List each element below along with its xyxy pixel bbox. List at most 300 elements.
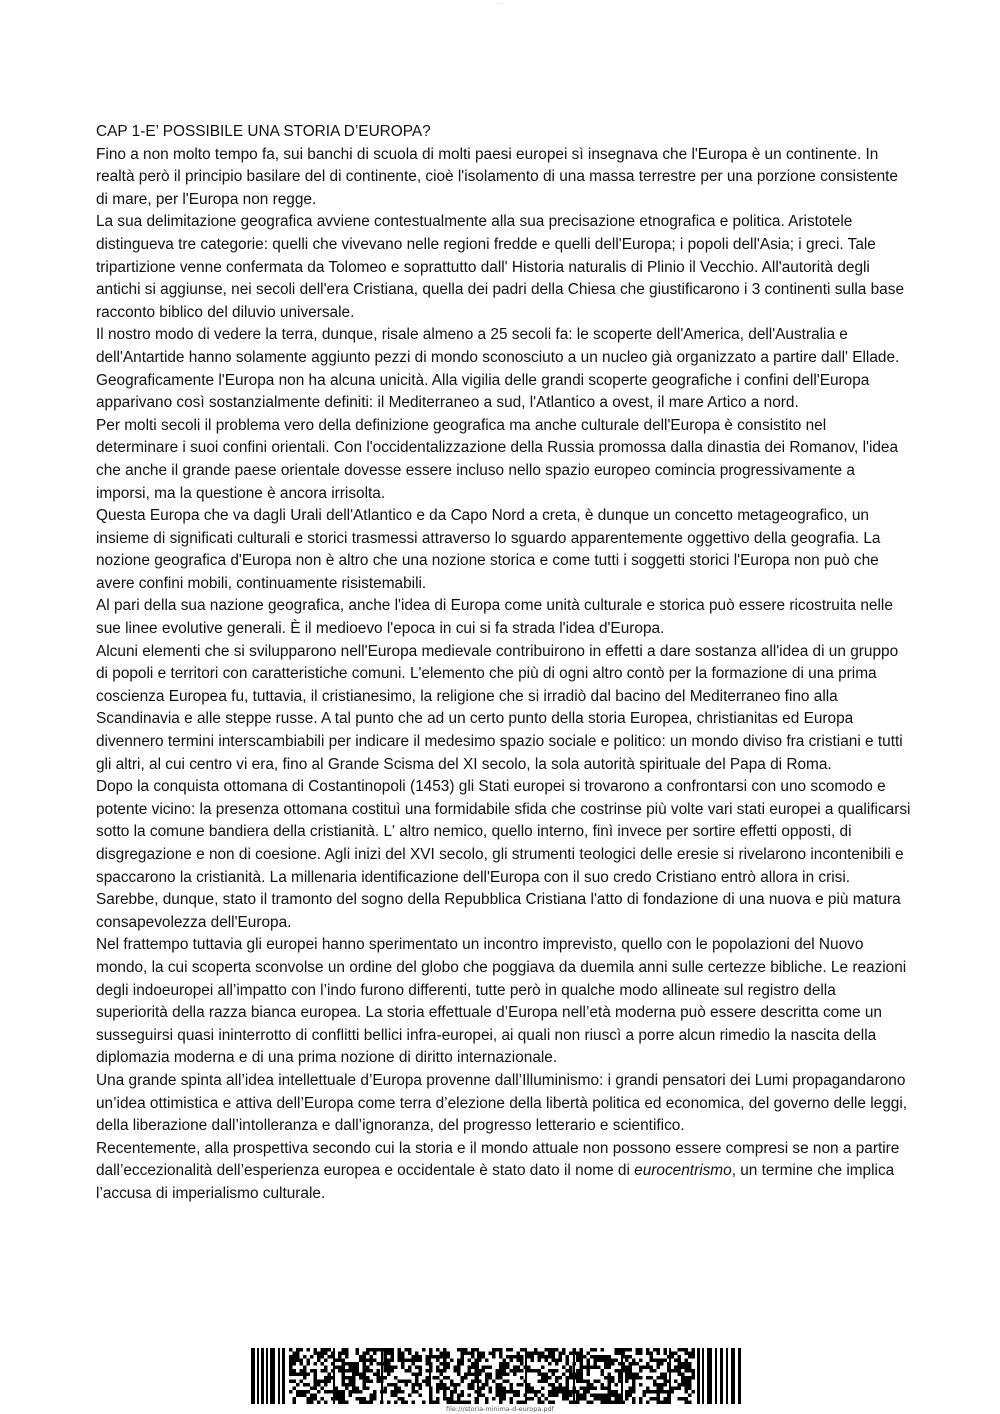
barcode-module <box>496 1387 500 1391</box>
barcode-module <box>471 1373 475 1377</box>
barcode-module <box>657 1397 661 1401</box>
barcode-module <box>499 1352 503 1356</box>
barcode-module <box>639 1352 643 1356</box>
barcode-module <box>587 1390 591 1394</box>
barcode-module <box>384 1369 388 1373</box>
barcode-module <box>597 1380 601 1384</box>
barcode-module <box>419 1366 423 1370</box>
barcode-module <box>335 1359 339 1363</box>
barcode-module <box>562 1397 566 1401</box>
barcode-module <box>328 1390 332 1394</box>
barcode-module <box>639 1359 643 1363</box>
barcode-module <box>342 1369 346 1373</box>
barcode-module <box>538 1355 542 1359</box>
barcode-module <box>342 1383 346 1387</box>
barcode-module <box>440 1383 444 1387</box>
barcode-module <box>461 1355 465 1359</box>
barcode-module <box>594 1362 598 1366</box>
barcode-module <box>629 1355 633 1359</box>
barcode-module <box>415 1359 419 1363</box>
barcode-module <box>646 1387 650 1391</box>
barcode-module <box>366 1352 370 1356</box>
barcode-module <box>601 1359 605 1363</box>
barcode-module <box>590 1401 594 1405</box>
barcode-module <box>461 1394 465 1398</box>
barcode-module <box>538 1359 542 1363</box>
barcode-module <box>321 1362 325 1366</box>
barcode-module <box>457 1401 461 1405</box>
barcode-module <box>461 1359 465 1363</box>
barcode-module <box>604 1394 608 1398</box>
barcode-module <box>317 1383 321 1387</box>
barcode-module <box>261 1348 264 1404</box>
barcode-module <box>650 1369 654 1373</box>
barcode-module <box>569 1394 573 1398</box>
barcode-module <box>363 1401 367 1405</box>
barcode-module <box>590 1348 594 1352</box>
barcode-module <box>629 1366 633 1370</box>
barcode-module <box>338 1352 342 1356</box>
barcode-module <box>433 1355 437 1359</box>
barcode-module <box>373 1352 377 1356</box>
barcode-module <box>688 1387 692 1391</box>
barcode-module <box>363 1352 367 1356</box>
barcode-module <box>496 1373 500 1377</box>
barcode-module <box>314 1397 318 1401</box>
barcode-module <box>345 1352 349 1356</box>
barcode-module <box>499 1390 503 1394</box>
barcode-module <box>492 1380 496 1384</box>
barcode-module <box>681 1348 685 1352</box>
barcode-module <box>342 1362 346 1366</box>
barcode-module <box>359 1355 363 1359</box>
barcode-module <box>688 1394 692 1398</box>
barcode-module <box>590 1394 594 1398</box>
barcode-module <box>608 1394 612 1398</box>
barcode-module <box>618 1397 622 1401</box>
barcode-module <box>520 1359 524 1363</box>
barcode-module <box>674 1369 678 1373</box>
barcode-module <box>328 1376 332 1380</box>
barcode-module <box>569 1390 573 1394</box>
barcode-module <box>352 1387 356 1391</box>
barcode-module <box>349 1380 353 1384</box>
barcode-module <box>457 1397 461 1401</box>
barcode-module <box>356 1373 360 1377</box>
barcode-module <box>534 1394 538 1398</box>
paragraph: La sua delimitazione geografica avviene contestualmente alla sua precisazione etnografica e politica. Aristotele distingueva tre categorie: quelli che vivevano nelle regioni fredde e quelli dell'Europa; i popoli dell'Asia; i greci. Tale tripartizione venne confermata da Tolomeo e soprattutto dall' Historia naturalis di Plinio il Vecchio. All'autorità degli antichi si aggiunse, nei secoli dell'era Cristiana, quella dei padri della Chiesa che giustificarono i 3 continenti sulla base racconto biblico del diluvio universale. <box>96 213 905 321</box>
barcode-module <box>601 1383 605 1387</box>
barcode-module <box>366 1366 370 1370</box>
barcode-module <box>527 1390 531 1394</box>
barcode-module <box>604 1366 608 1370</box>
barcode-module <box>356 1390 360 1394</box>
barcode-module <box>321 1352 325 1356</box>
barcode-module <box>405 1369 409 1373</box>
barcode-module <box>296 1390 300 1394</box>
barcode-module <box>569 1369 573 1373</box>
barcode-module <box>447 1355 451 1359</box>
barcode-module <box>471 1348 475 1352</box>
barcode-module <box>688 1380 692 1384</box>
barcode-module <box>307 1373 311 1377</box>
barcode-module <box>611 1380 615 1384</box>
barcode-module <box>289 1359 293 1363</box>
barcode-module <box>338 1359 342 1363</box>
barcode-module <box>321 1387 325 1391</box>
barcode-module <box>527 1397 531 1401</box>
barcode-module <box>653 1380 657 1384</box>
barcode-module <box>499 1366 503 1370</box>
barcode-module <box>384 1348 388 1352</box>
barcode-module <box>359 1401 363 1405</box>
barcode-module <box>541 1401 545 1405</box>
barcode-module <box>583 1397 587 1401</box>
barcode-module <box>653 1359 657 1363</box>
barcode-module <box>688 1352 692 1356</box>
barcode-module <box>517 1352 521 1356</box>
barcode-module <box>426 1359 430 1363</box>
barcode-module <box>436 1366 440 1370</box>
barcode-module <box>555 1380 559 1384</box>
barcode-module <box>548 1394 552 1398</box>
barcode-module <box>373 1390 377 1394</box>
barcode-module <box>328 1373 332 1377</box>
paragraph: Una grande spinta all’idea intellettuale d’Europa provenne dall’Illuminismo: i grandi pensatori dei Lumi propagandarono un’idea ottimistica e attiva dell’Europa come terra d’elezione della libertà politica ed economica, del governo delle leggi, della liberazione dall’intolleranza e dall’ignoranza, del progresso letterario e scientifico. <box>96 1071 908 1135</box>
barcode-module <box>639 1348 643 1352</box>
barcode-module <box>384 1352 388 1356</box>
barcode-module <box>555 1362 559 1366</box>
barcode-module <box>443 1359 447 1363</box>
barcode-module <box>636 1362 640 1366</box>
barcode-module <box>632 1383 636 1387</box>
barcode-module <box>650 1355 654 1359</box>
barcode-module <box>412 1359 416 1363</box>
barcode-module <box>303 1376 307 1380</box>
barcode-module <box>443 1376 447 1380</box>
barcode-module <box>555 1348 559 1352</box>
barcode-module <box>625 1373 629 1377</box>
barcode-module <box>342 1376 346 1380</box>
barcode-module <box>583 1390 587 1394</box>
barcode-module <box>692 1369 696 1373</box>
barcode-module <box>352 1362 356 1366</box>
barcode-module <box>317 1359 321 1363</box>
barcode-module <box>408 1348 412 1352</box>
barcode-module <box>587 1366 591 1370</box>
barcode-module <box>359 1397 363 1401</box>
barcode-module <box>608 1380 612 1384</box>
barcode-module <box>307 1390 311 1394</box>
barcode-module <box>552 1359 556 1363</box>
barcode-module <box>496 1390 500 1394</box>
barcode-module <box>674 1366 678 1370</box>
barcode-module <box>443 1387 447 1391</box>
barcode-module <box>653 1383 657 1387</box>
barcode-module <box>559 1383 563 1387</box>
barcode-module <box>674 1387 678 1391</box>
barcode-module <box>639 1376 643 1380</box>
barcode-module <box>692 1355 696 1359</box>
barcode-module <box>541 1376 545 1380</box>
barcode-module <box>310 1397 314 1401</box>
barcode-module <box>426 1380 430 1384</box>
barcode-module <box>485 1373 489 1377</box>
barcode-module <box>562 1387 566 1391</box>
barcode-module <box>692 1352 696 1356</box>
barcode-module <box>594 1387 598 1391</box>
barcode-module <box>398 1355 402 1359</box>
barcode-module <box>566 1394 570 1398</box>
barcode-module <box>587 1383 591 1387</box>
barcode-module <box>513 1390 517 1394</box>
barcode-module <box>450 1397 454 1401</box>
barcode-module <box>450 1359 454 1363</box>
barcode-module <box>545 1397 549 1401</box>
barcode-module <box>566 1369 570 1373</box>
barcode-module <box>289 1380 293 1384</box>
barcode-module <box>594 1380 598 1384</box>
barcode-module <box>499 1369 503 1373</box>
barcode-module <box>601 1387 605 1391</box>
barcode-module <box>443 1366 447 1370</box>
barcode-module <box>471 1366 475 1370</box>
barcode-module <box>552 1383 556 1387</box>
barcode-module <box>632 1397 636 1401</box>
barcode-module <box>608 1376 612 1380</box>
barcode-module <box>569 1401 573 1405</box>
barcode-module <box>590 1383 594 1387</box>
paragraph: Geograficamente l'Europa non ha alcuna unicità. Alla vigilia delle grandi scoperte geografiche i confini dell'Europa apparivano così sostanzialmente definiti: il Mediterraneo a sud, l'Atlantico a ovest, il mare Artico a nord. <box>96 371 870 412</box>
barcode-module <box>471 1362 475 1366</box>
barcode-module <box>387 1366 391 1370</box>
barcode-module <box>419 1383 423 1387</box>
barcode-module <box>608 1401 612 1405</box>
paragraph: Nel frattempo tuttavia gli europei hanno sperimentato un incontro imprevisto, quello con le popolazioni del Nuovo mondo, la cui scoperta sconvolse un ordine del globo che poggiava da duemila anni sulle certezze bibliche. Le reazioni degli indoeuropei all’impatto con l’indo furono differenti, tutte però in qualche modo allineate sul registro della superiorità della razza bianca europea. La storia effettuale d’Europa nell’età moderna può essere descritta come un susseguirsi quasi ininterrotto di conflitti bellici infra-europei, ai quali non riuscì a porre alcun rimedio la nascita della diplomazia moderna e di una prima nozione di diritto internazionale. <box>96 936 907 1067</box>
barcode-module <box>611 1359 615 1363</box>
barcode-module <box>545 1355 549 1359</box>
barcode-module <box>566 1390 570 1394</box>
barcode-module <box>335 1366 339 1370</box>
barcode-module <box>520 1348 524 1352</box>
barcode-module <box>352 1366 356 1370</box>
barcode-module <box>566 1380 570 1384</box>
barcode-module <box>401 1352 405 1356</box>
chapter-title: CAP 1-E’ POSSIBILE UNA STORIA D’EUROPA? <box>96 123 431 140</box>
barcode-module <box>503 1373 507 1377</box>
barcode-module <box>440 1352 444 1356</box>
barcode-module <box>503 1362 507 1366</box>
barcode-module <box>671 1387 675 1391</box>
barcode-module <box>527 1366 531 1370</box>
barcode-module <box>370 1401 374 1405</box>
barcode-module <box>664 1376 668 1380</box>
barcode-module <box>681 1380 685 1384</box>
barcode-module <box>660 1359 664 1363</box>
barcode-module <box>555 1390 559 1394</box>
barcode-module <box>300 1362 304 1366</box>
barcode-module <box>296 1373 300 1377</box>
barcode-module <box>664 1401 668 1405</box>
barcode-module <box>692 1376 696 1380</box>
barcode-module <box>559 1387 563 1391</box>
barcode-module <box>485 1401 489 1405</box>
barcode-module <box>296 1359 300 1363</box>
barcode-module <box>391 1369 395 1373</box>
barcode-module <box>293 1373 297 1377</box>
barcode-module <box>440 1387 444 1391</box>
barcode-module <box>611 1401 615 1405</box>
barcode-module <box>625 1366 629 1370</box>
barcode-module <box>391 1352 395 1356</box>
barcode-module <box>289 1362 293 1366</box>
barcode-module <box>342 1352 346 1356</box>
barcode-module <box>454 1369 458 1373</box>
barcode-module <box>289 1390 293 1394</box>
barcode-module <box>398 1390 402 1394</box>
barcode-module <box>447 1387 451 1391</box>
barcode-module <box>359 1359 363 1363</box>
barcode-module <box>671 1352 675 1356</box>
barcode-module <box>678 1366 682 1370</box>
barcode-module <box>531 1369 535 1373</box>
barcode-module <box>387 1359 391 1363</box>
barcode-module <box>601 1369 605 1373</box>
barcode-module <box>604 1397 608 1401</box>
barcode-module <box>482 1352 486 1356</box>
barcode-module <box>657 1362 661 1366</box>
barcode-module <box>492 1397 496 1401</box>
barcode-module <box>517 1390 521 1394</box>
barcode-module <box>324 1376 328 1380</box>
barcode-module <box>510 1401 514 1405</box>
barcode-module <box>506 1380 510 1384</box>
barcode-module <box>349 1390 353 1394</box>
barcode-module <box>387 1352 391 1356</box>
barcode-module <box>650 1376 654 1380</box>
barcode-module <box>384 1387 388 1391</box>
barcode-module <box>300 1380 304 1384</box>
barcode-module <box>398 1352 402 1356</box>
barcode-module <box>338 1390 342 1394</box>
barcode-module <box>632 1359 636 1363</box>
barcode-module <box>538 1352 542 1356</box>
barcode-module <box>576 1401 580 1405</box>
barcode-module <box>464 1376 468 1380</box>
barcode-module <box>548 1355 552 1359</box>
barcode-module <box>580 1397 584 1401</box>
barcode-module <box>349 1383 353 1387</box>
barcode-module <box>461 1352 465 1356</box>
barcode-module <box>639 1383 643 1387</box>
barcode-module <box>289 1366 293 1370</box>
barcode-module <box>650 1352 654 1356</box>
barcode-module <box>335 1397 339 1401</box>
barcode-module <box>671 1355 675 1359</box>
barcode-module <box>611 1394 615 1398</box>
barcode-module <box>636 1348 640 1352</box>
barcode-module <box>324 1383 328 1387</box>
barcode-module <box>664 1390 668 1394</box>
barcode-module <box>503 1380 507 1384</box>
barcode-module <box>660 1401 664 1405</box>
barcode-module <box>576 1373 580 1377</box>
barcode-module <box>436 1348 440 1352</box>
barcode-module <box>517 1401 521 1405</box>
barcode-module <box>510 1359 514 1363</box>
barcode-module <box>443 1397 447 1401</box>
barcode-module <box>685 1376 689 1380</box>
barcode-module <box>436 1401 440 1405</box>
barcode-module <box>485 1383 489 1387</box>
barcode-module <box>594 1355 598 1359</box>
barcode-module <box>510 1355 514 1359</box>
barcode-module <box>405 1359 409 1363</box>
barcode-module <box>534 1348 538 1352</box>
barcode-module <box>307 1362 311 1366</box>
barcode-module <box>545 1348 549 1352</box>
barcode-module <box>660 1373 664 1377</box>
barcode-module <box>366 1348 370 1352</box>
barcode-module <box>552 1348 556 1352</box>
emphasis-term: eurocentrismo <box>634 1162 732 1180</box>
barcode-module <box>457 1373 461 1377</box>
barcode-module <box>440 1355 444 1359</box>
barcode-module <box>587 1352 591 1356</box>
barcode-module <box>569 1376 573 1380</box>
barcode-module <box>317 1401 321 1405</box>
barcode-module <box>359 1376 363 1380</box>
barcode-module <box>314 1352 318 1356</box>
barcode-module <box>576 1394 580 1398</box>
barcode-module <box>531 1355 535 1359</box>
barcode-module <box>363 1359 367 1363</box>
barcode-module <box>594 1359 598 1363</box>
barcode-module <box>541 1355 545 1359</box>
barcode-module <box>618 1369 622 1373</box>
barcode-module <box>317 1390 321 1394</box>
barcode-module <box>597 1366 601 1370</box>
barcode-module <box>541 1387 545 1391</box>
barcode-module <box>401 1401 405 1405</box>
barcode-module <box>447 1401 451 1405</box>
barcode-module <box>513 1373 517 1377</box>
barcode-module <box>387 1348 391 1352</box>
barcode-module <box>669 1348 671 1404</box>
barcode-module <box>681 1362 685 1366</box>
barcode-module <box>405 1401 409 1405</box>
barcode-module <box>608 1390 612 1394</box>
barcode-module <box>324 1401 328 1405</box>
barcode-module <box>471 1355 475 1359</box>
barcode-module <box>499 1376 503 1380</box>
barcode-module <box>525 1348 527 1404</box>
barcode-module <box>289 1355 293 1359</box>
barcode-module <box>601 1373 605 1377</box>
barcode-module <box>468 1369 472 1373</box>
barcode-module <box>541 1380 545 1384</box>
barcode-module <box>566 1376 570 1380</box>
barcode-module <box>482 1355 486 1359</box>
barcode-module <box>555 1359 559 1363</box>
barcode-module <box>587 1373 591 1377</box>
barcode-module <box>576 1369 580 1373</box>
barcode-module <box>426 1369 430 1373</box>
barcode-module <box>548 1390 552 1394</box>
barcode-module <box>349 1394 353 1398</box>
barcode-module <box>443 1348 447 1352</box>
barcode-module <box>443 1355 447 1359</box>
